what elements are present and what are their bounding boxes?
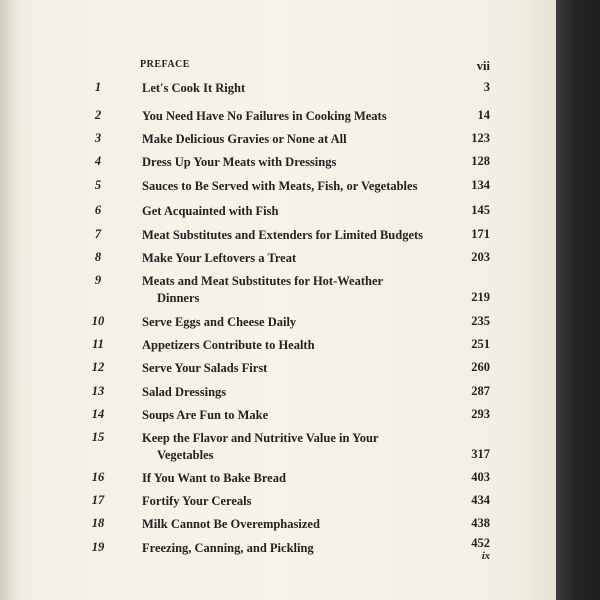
chapter-title: Get Acquainted with Fish bbox=[142, 204, 279, 218]
preface-label: PREFACE bbox=[140, 59, 190, 70]
chapter-page: 128 bbox=[471, 154, 490, 168]
chapter-title: Dress Up Your Meats with Dressings bbox=[142, 155, 337, 169]
preface-page-number: vii bbox=[476, 59, 490, 73]
chapter-page: 134 bbox=[471, 178, 490, 192]
chapter-title: Milk Cannot Be Overemphasized bbox=[142, 517, 320, 531]
chapter-title: Meat Substitutes and Extenders for Limited Budgets bbox=[142, 228, 424, 242]
chapter-title: Soups Are Fun to Make bbox=[142, 408, 269, 422]
chapter-page: 14 bbox=[477, 108, 490, 122]
chapter-page: 235 bbox=[471, 314, 490, 328]
chapter-page: 452 bbox=[471, 536, 490, 550]
chapter-number: 8 bbox=[94, 250, 102, 264]
chapter-number: 14 bbox=[91, 407, 105, 421]
page-gutter-shadow bbox=[0, 0, 18, 600]
chapter-page: 438 bbox=[471, 516, 490, 530]
chapter-page: 251 bbox=[471, 337, 490, 351]
chapter-title: Freezing, Canning, and Pickling bbox=[142, 541, 314, 555]
chapter-title: Sauces to Be Served with Meats, Fish, or Vegetables bbox=[142, 179, 418, 193]
chapter-page: 171 bbox=[471, 227, 490, 241]
chapter-title: Make Delicious Gravies or None at All bbox=[142, 132, 347, 146]
chapter-number: 7 bbox=[94, 227, 102, 241]
chapter-number: 11 bbox=[92, 337, 104, 351]
chapter-title: Make Your Leftovers a Treat bbox=[142, 251, 297, 265]
chapter-number: 9 bbox=[94, 273, 102, 287]
chapter-title: You Need Have No Failures in Cooking Meats bbox=[142, 109, 387, 123]
chapter-number: 2 bbox=[94, 108, 102, 122]
chapter-number: 6 bbox=[94, 203, 102, 217]
chapter-number: 13 bbox=[91, 384, 105, 398]
chapter-title: Appetizers Contribute to Health bbox=[142, 338, 315, 352]
chapter-title: Serve Your Salads First bbox=[142, 361, 268, 375]
chapter-page: 293 bbox=[471, 407, 490, 421]
chapter-number: 1 bbox=[94, 80, 102, 94]
chapter-number: 10 bbox=[91, 314, 105, 328]
chapter-title: Meats and Meat Substitutes for Hot-Weather bbox=[142, 274, 384, 288]
chapter-number: 3 bbox=[94, 131, 102, 145]
chapter-number: 15 bbox=[91, 430, 105, 444]
chapter-page: 219 bbox=[471, 290, 490, 304]
chapter-title: If You Want to Bake Bread bbox=[142, 471, 286, 485]
chapter-title-continuation: Vegetables bbox=[157, 448, 214, 462]
chapter-number: 18 bbox=[91, 516, 105, 530]
chapter-number: 4 bbox=[94, 154, 102, 168]
chapter-page: 145 bbox=[471, 203, 490, 217]
chapter-title: Keep the Flavor and Nutritive Value in Your bbox=[142, 431, 379, 445]
chapter-page: 203 bbox=[471, 250, 490, 264]
chapter-page: 3 bbox=[483, 80, 490, 94]
page-edge-background bbox=[556, 0, 600, 600]
chapter-title: Let's Cook It Right bbox=[142, 81, 246, 95]
chapter-page: 434 bbox=[471, 493, 490, 507]
chapter-page: 260 bbox=[471, 360, 490, 374]
chapter-page: 317 bbox=[471, 447, 490, 461]
chapter-number: 12 bbox=[91, 360, 105, 374]
chapter-title-continuation: Dinners bbox=[157, 291, 200, 305]
chapter-page: 123 bbox=[471, 131, 490, 145]
page-folio: ix bbox=[481, 551, 490, 562]
chapter-number: 5 bbox=[94, 178, 102, 192]
chapter-number: 17 bbox=[91, 493, 105, 507]
chapter-page: 287 bbox=[471, 384, 490, 398]
chapter-number: 16 bbox=[91, 470, 105, 484]
chapter-page: 403 bbox=[471, 470, 490, 484]
chapter-title: Serve Eggs and Cheese Daily bbox=[142, 315, 297, 329]
chapter-title: Salad Dressings bbox=[142, 385, 227, 399]
chapter-number: 19 bbox=[91, 540, 105, 554]
chapter-title: Fortify Your Cereals bbox=[142, 494, 252, 508]
